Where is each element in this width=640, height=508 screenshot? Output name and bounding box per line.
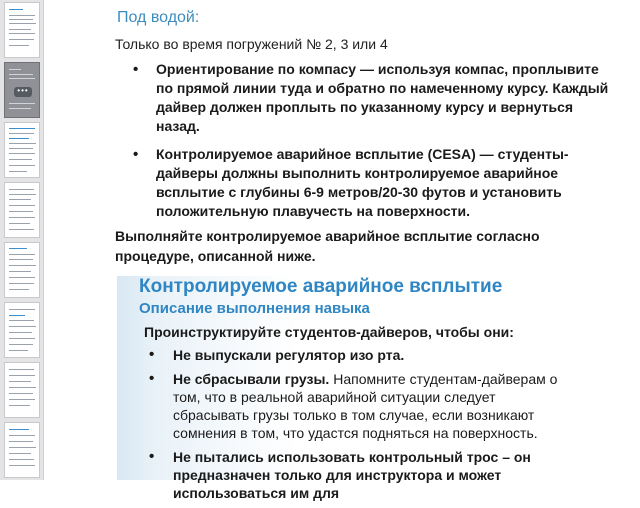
page-thumbnail-selected[interactable]: [4, 62, 40, 118]
box-subtitle: Описание выполнения навыка: [139, 300, 370, 317]
page-thumbnail[interactable]: [4, 182, 40, 238]
page-thumbnail-sidebar: [0, 0, 44, 480]
instruction-text: Выполняйте контролируемое аварийное всплытие согласно процедуре, описанной ниже.: [115, 228, 540, 264]
page-thumbnail[interactable]: [4, 422, 40, 478]
rules-list: [149, 346, 574, 508]
page-thumbnail[interactable]: [4, 242, 40, 298]
skill-info-box: [117, 276, 640, 501]
box-intro: Проинструктируйте студентов-дайверов, чтобы они:: [144, 324, 514, 340]
more-options-icon[interactable]: •••: [14, 87, 32, 97]
rule-bold-text: Не сбрасывали грузы.: [173, 371, 330, 387]
list-item: [149, 346, 574, 364]
skills-list: [133, 60, 613, 230]
page-thumbnail[interactable]: [4, 2, 40, 58]
document-page: [44, 0, 640, 501]
section-label: Под водой:: [117, 9, 200, 26]
list-item: [149, 448, 574, 502]
list-item: [149, 370, 574, 442]
list-item: • Ориентирование по компасу — используя компас, проплывите по прямой линии туда и обратно по намеченному курсу. Каждый дайвер должен проплыть по указанному курсу и вернуться назад.: [133, 60, 613, 136]
dive-note: Только во время погружений № 2, 3 или 4: [115, 36, 388, 52]
box-title: Контролируемое аварийное всплытие: [139, 276, 503, 297]
rule-text: Напомните студентам-дайверам о том, что в реальной аварийной ситуации следует сбрасывать грузы только в том случае, если возникают сомнения в том, что удастся подняться на поверхность.: [173, 371, 558, 441]
rule-bold-text: Не пытались использовать контрольный трос – он предназначен только для инструктора и может использоваться им для: [173, 449, 531, 501]
rule-bold-text: Не выпускали регулятор изо рта.: [173, 347, 405, 363]
list-item: • Контролируемое аварийное всплытие (CESA) — студенты-дайверы должны выполнить контролируемое аварийное всплытие с глубины 6-9 метров/20-30 футов и установить положительную плавучесть на поверхности.: [133, 145, 613, 221]
page-thumbnail[interactable]: [4, 302, 40, 358]
page-thumbnail[interactable]: [4, 362, 40, 418]
page-thumbnail[interactable]: [4, 122, 40, 178]
